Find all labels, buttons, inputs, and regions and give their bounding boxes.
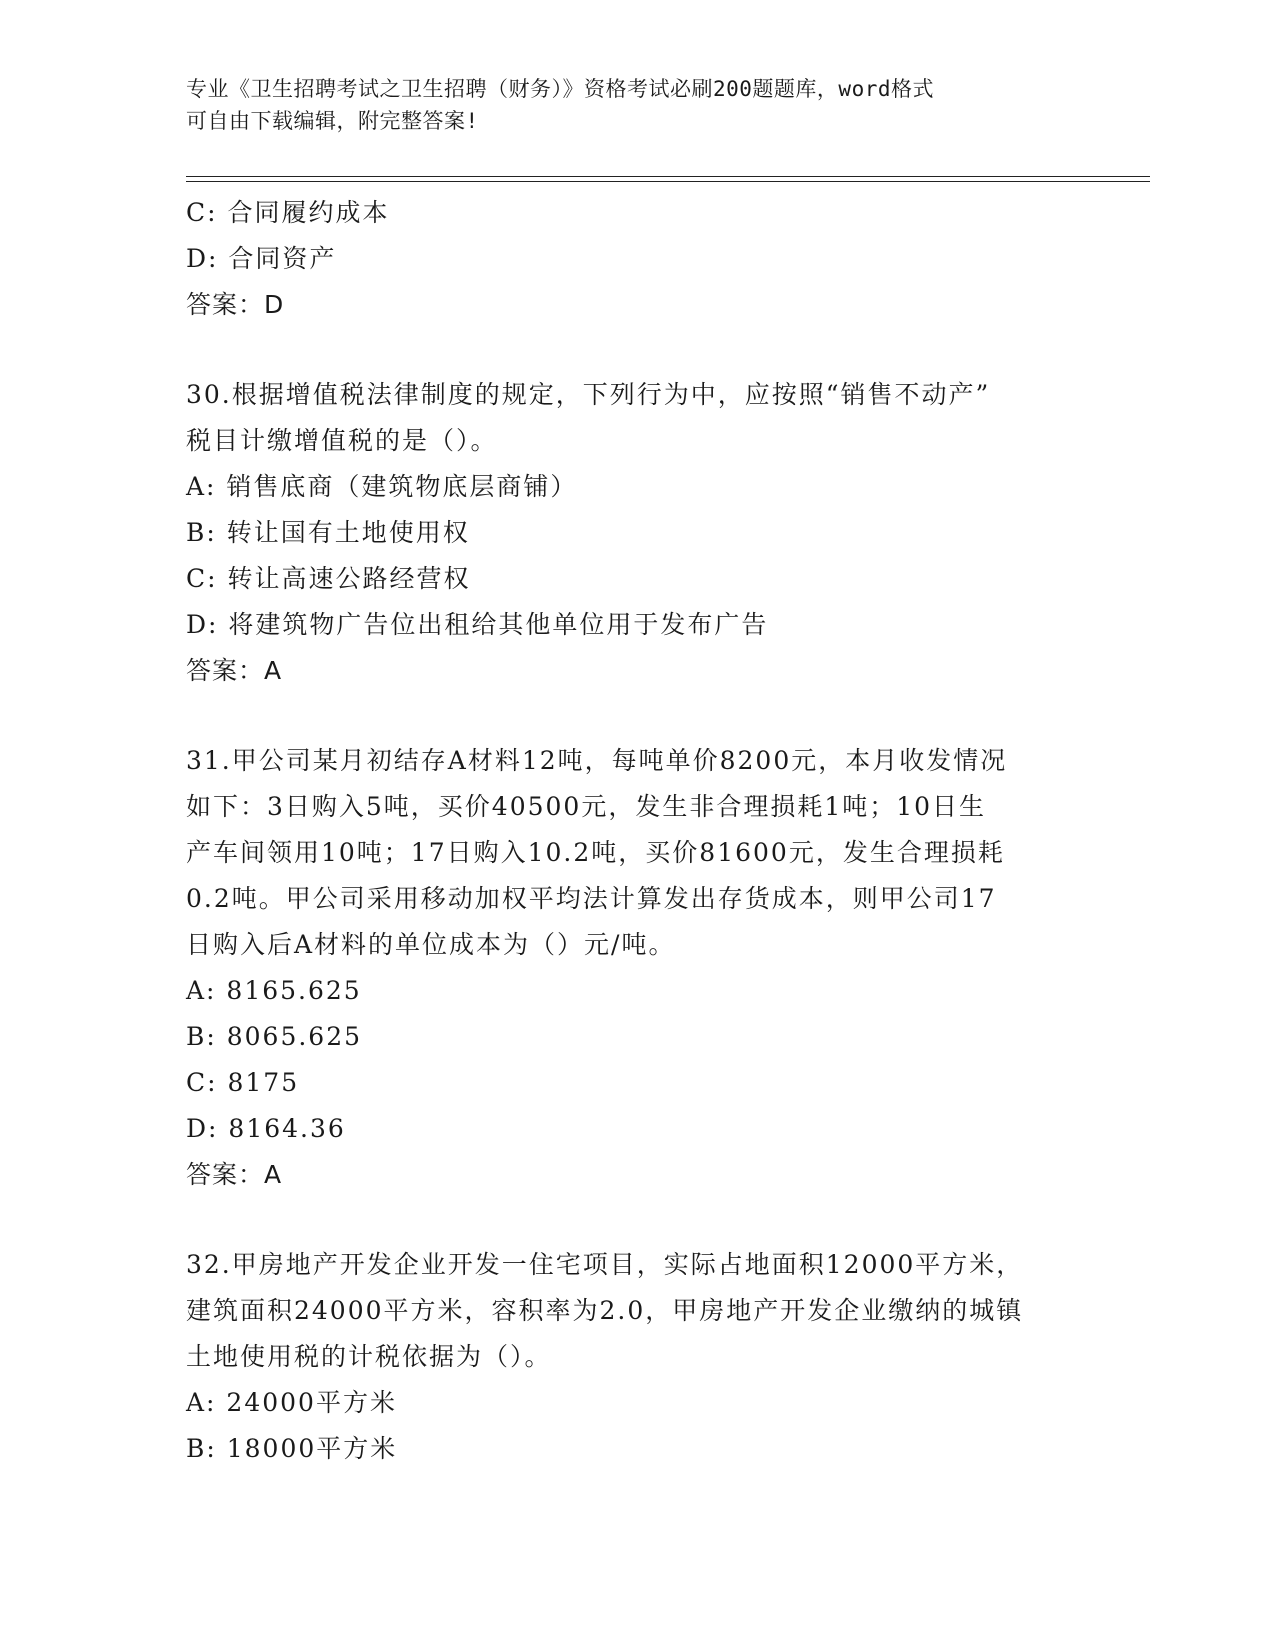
header-line-2: 可自由下载编辑，附完整答案!: [186, 109, 479, 133]
option-b: B: 转让国有土地使用权: [186, 518, 470, 547]
question-text-line: 32.甲房地产开发企业开发一住宅项目，实际占地面积12000平方米，: [186, 1250, 1024, 1279]
answer-line: 答案：D: [186, 290, 285, 319]
question-text-line: 日购入后A材料的单位成本为（）元/吨。: [186, 930, 676, 959]
question-29-continuation: [186, 190, 1086, 328]
question-text-line: 税目计缴增值税的是（）。: [186, 426, 498, 455]
question-30: [186, 372, 1086, 694]
option-b: B: 8065.625: [186, 1022, 363, 1051]
question-31: [186, 738, 1086, 1198]
header-divider-bottom: [186, 181, 1150, 182]
header-divider-top: [186, 176, 1150, 177]
question-text-line: 如下：3日购入5吨，买价40500元，发生非合理损耗1吨；10日生: [186, 792, 987, 821]
question-32: [186, 1242, 1086, 1472]
answer-line: 答案：A: [186, 1160, 283, 1189]
header-line-1: 专业《卫生招聘考试之卫生招聘（财务）》资格考试必刷200题题库，word格式: [186, 77, 934, 101]
spacer: [186, 1198, 1086, 1242]
spacer: [186, 328, 1086, 372]
option-b: B: 18000平方米: [186, 1434, 398, 1463]
answer-line: 答案：A: [186, 656, 283, 685]
option-c: C: 合同履约成本: [186, 198, 390, 227]
question-text-line: 产车间领用10吨；17日购入10.2吨，买价81600元，发生合理损耗: [186, 838, 1005, 867]
option-a: A: 24000平方米: [186, 1388, 397, 1417]
question-text-line: 31.甲公司某月初结存A材料12吨，每吨单价8200元，本月收发情况: [186, 746, 1008, 775]
question-content: [186, 190, 1086, 1472]
question-text-line: 土地使用税的计税依据为（）。: [186, 1342, 552, 1371]
option-c: C: 转让高速公路经营权: [186, 564, 471, 593]
spacer: [186, 694, 1086, 738]
option-a: A: 销售底商（建筑物底层商铺）: [186, 472, 578, 501]
option-d: D: 将建筑物广告位出租给其他单位用于发布广告: [186, 610, 769, 639]
question-text-line: 建筑面积24000平方米，容积率为2.0，甲房地产开发企业缴纳的城镇: [186, 1296, 1024, 1325]
option-d: D: 8164.36: [186, 1114, 346, 1143]
option-c: C: 8175: [186, 1068, 300, 1097]
option-d: D: 合同资产: [186, 244, 337, 273]
question-text-line: 30.根据增值税法律制度的规定，下列行为中，应按照“销售不动产”: [186, 380, 991, 409]
question-text-line: 0.2吨。甲公司采用移动加权平均法计算发出存货成本，则甲公司17: [186, 884, 997, 913]
option-a: A: 8165.625: [186, 976, 362, 1005]
document-header: [186, 73, 1066, 137]
